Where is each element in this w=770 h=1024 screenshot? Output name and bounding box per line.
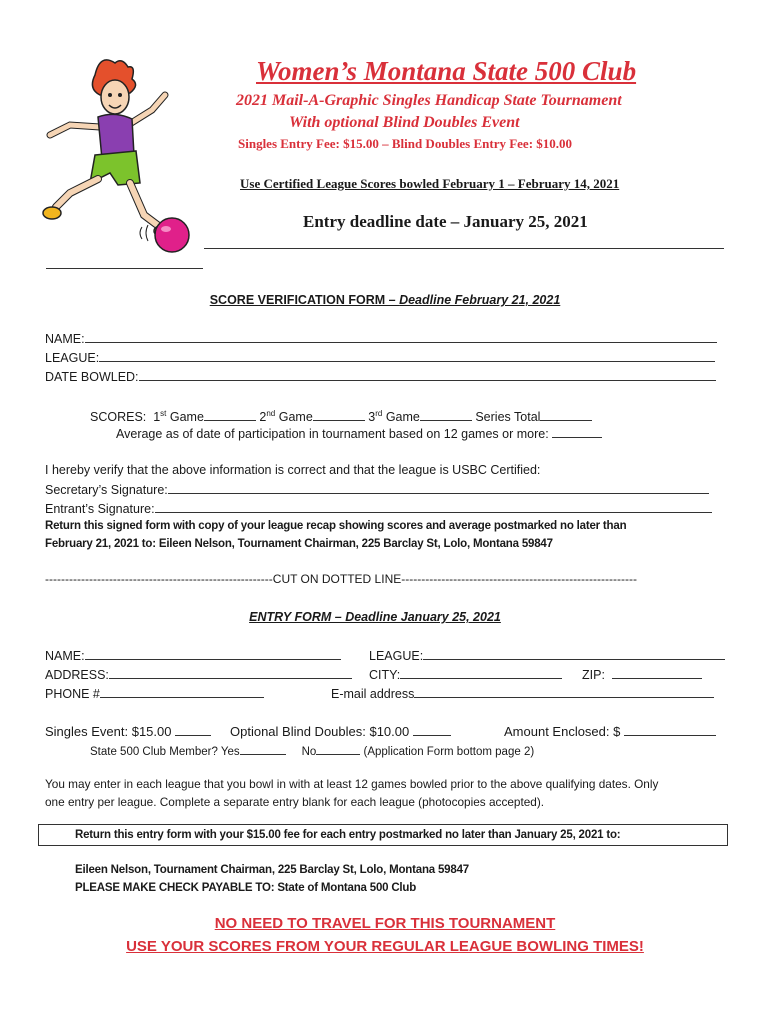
name-label: NAME:: [45, 332, 85, 346]
member-label: State 500 Club Member? Yes: [90, 746, 240, 758]
game1-field[interactable]: [204, 408, 256, 421]
average-label: Average as of date of participation in tournament based on 12 games or more:: [116, 427, 549, 441]
entry-email-field[interactable]: [414, 685, 714, 698]
entry-address-label: ADDRESS:: [45, 668, 109, 682]
amount-field[interactable]: [624, 723, 716, 736]
entrant-signature-field[interactable]: [155, 500, 712, 513]
singles-field[interactable]: [175, 723, 211, 736]
entry-league-row: [369, 647, 725, 665]
bowler-illustration: [40, 55, 200, 260]
mailing-address: Eileen Nelson, Tournament Chairman, 225 Barclay St, Lolo, Montana 59847: [75, 864, 469, 876]
verification-return-line1: Return this signed form with copy of your league recap showing scores and average postmarked no later than: [45, 520, 627, 532]
game3-field[interactable]: [420, 408, 472, 421]
footer-line2: USE YOUR SCORES FROM YOUR REGULAR LEAGUE BOWLING TIMES!: [126, 938, 644, 955]
entry-name-label: NAME:: [45, 649, 85, 663]
date-bowled-field[interactable]: [139, 368, 716, 381]
member-row: [90, 742, 534, 761]
entry-league-field[interactable]: [423, 647, 725, 660]
cut-line: ---------------------------------------------------------CUT ON DOTTED LINE-----------------------------------------------------------: [45, 572, 638, 586]
amount-row: [504, 723, 716, 740]
league-field[interactable]: [99, 349, 715, 362]
entry-zip-field[interactable]: [612, 666, 702, 679]
entry-address-field[interactable]: [109, 666, 352, 679]
entry-name-field[interactable]: [85, 647, 341, 660]
entry-city-label: CITY:: [369, 668, 401, 682]
page-title: Women’s Montana State 500 Club: [256, 56, 637, 86]
scores-row: SCORES: 1st Game 2nd Game 3rd Game Series Total: [90, 405, 592, 426]
game2-field[interactable]: [313, 408, 365, 421]
entry-email-label: E-mail address: [331, 687, 415, 701]
entry-fees: Singles Entry Fee: $15.00 – Blind Doubles Entry Fee: $10.00: [238, 136, 573, 151]
entry-name-row: [45, 647, 341, 665]
series-total-field[interactable]: [540, 408, 592, 421]
verification-heading: SCORE VERIFICATION FORM – Deadline February 21, 2021: [209, 293, 561, 307]
return-box-text: Return this entry form with your $15.00 fee for each entry postmarked no later than January 25, 2021 to:: [75, 829, 621, 841]
entry-address-row: [45, 666, 352, 684]
scores-label: SCORES:: [90, 410, 147, 425]
member-yes-field[interactable]: [240, 742, 286, 755]
footer-line1: NO NEED TO TRAVEL FOR THIS TOURNAMENT: [214, 915, 556, 932]
entry-city-field[interactable]: [400, 666, 562, 679]
name-field[interactable]: [85, 330, 717, 343]
entry-league-label: LEAGUE:: [369, 649, 424, 663]
member-no-field[interactable]: [316, 742, 360, 755]
league-label: LEAGUE:: [45, 351, 100, 365]
secretary-signature-label: Secretary’s Signature:: [45, 483, 168, 497]
header-rule-short: [46, 268, 203, 269]
verify-statement: I hereby verify that the above information is correct and that the league is USBC Certified:: [45, 463, 541, 477]
verification-name-row: [45, 330, 717, 348]
entry-city-row: [369, 666, 562, 684]
verification-return-line2: February 21, 2021 to: Eileen Nelson, Tournament Chairman, 225 Barclay St, Lolo, Montana 59847: [45, 538, 553, 550]
verification-date-row: [45, 368, 716, 386]
date-bowled-label: DATE BOWLED:: [45, 370, 139, 384]
average-field[interactable]: [552, 425, 602, 438]
secretary-signature-row: [45, 481, 709, 499]
page-subtitle: 2021 Mail-A-Graphic Singles Handicap State Tournament: [236, 92, 622, 109]
series-total-label: Series Total: [475, 410, 541, 425]
header-rule: [204, 248, 724, 249]
entry-deadline: Entry deadline date – January 25, 2021: [303, 212, 588, 231]
entrant-signature-row: [45, 500, 712, 518]
page-subtitle-2: With optional Blind Doubles Event: [289, 114, 520, 131]
entry-email-row: [331, 685, 714, 703]
application-note: (Application Form bottom page 2): [363, 746, 535, 758]
doubles-label: Optional Blind Doubles: $10.00: [230, 724, 410, 739]
info-line1: You may enter in each league that you bowl in with at least 12 games bowled prior to the above qualifying dates. Only: [45, 777, 659, 791]
entry-phone-row: [45, 685, 264, 703]
entry-zip-label: ZIP:: [582, 668, 605, 682]
entry-phone-label: PHONE #: [45, 687, 100, 701]
member-no-label: No: [301, 746, 317, 758]
doubles-row: [230, 723, 451, 740]
entrant-signature-label: Entrant’s Signature:: [45, 502, 155, 516]
entry-phone-field[interactable]: [100, 685, 264, 698]
info-line2: one entry per league. Complete a separate entry blank for each league (photocopies accepted).: [45, 795, 545, 809]
entry-heading: ENTRY FORM – Deadline January 25, 2021: [249, 610, 501, 624]
secretary-signature-field[interactable]: [168, 481, 709, 494]
doubles-field[interactable]: [413, 723, 451, 736]
entry-zip-row: [582, 666, 702, 684]
amount-label: Amount Enclosed: $: [504, 724, 621, 739]
payable-to: PLEASE MAKE CHECK PAYABLE TO: State of Montana 500 Club: [75, 882, 417, 894]
certified-scores-note: Use Certified League Scores bowled February 1 – February 14, 2021: [240, 176, 620, 191]
average-row: [116, 425, 602, 443]
singles-row: [45, 723, 211, 740]
singles-label: Singles Event: $15.00: [45, 724, 172, 739]
verification-league-row: [45, 349, 715, 367]
